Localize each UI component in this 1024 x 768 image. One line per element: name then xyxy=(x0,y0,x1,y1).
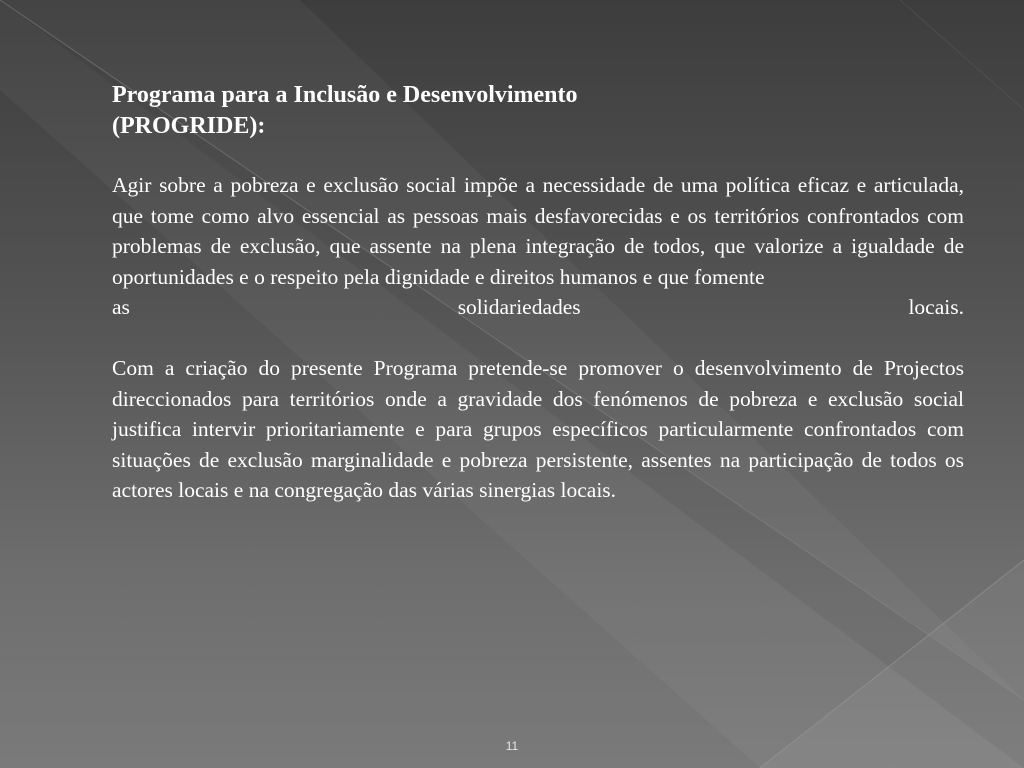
slide-title-line2: (PROGRIDE): xyxy=(112,113,266,139)
paragraph-criacao: Com a criação do presente Programa pretende-se promover o desenvolvimento de Projectos direccionados para territórios onde a gravidade dos fenómenos de pobreza e exclusão social justifica intervir prioritariamente e para grupos específicos particularmente confrontados com situações de exclusão marginalidade e pobreza persistente, assentes na participação de todos os actores locais e na congregação das várias sinergias locais. xyxy=(112,355,964,503)
slide-title xyxy=(112,80,964,142)
paragraph-agir xyxy=(112,170,964,323)
paragraph-agir-text: Agir sobre a pobreza e exclusão social impõe a necessidade de uma política eficaz e articulada, que tome como alvo essencial as pessoas mais desfavorecidas e os territórios confrontados com problemas de exclusão, que assente na plena integração de todos, que valorize a igualdade de oportunidades e o respeito pela dignidade e direitos humanos e que fomente xyxy=(112,173,964,289)
paragraph-agir-word: locais. xyxy=(908,295,964,320)
slide-title-line1: Programa para a Inclusão e Desenvolvimento xyxy=(112,82,578,108)
page-number: 11 xyxy=(505,739,519,753)
slide-content xyxy=(112,80,964,506)
paragraph-agir-word: as xyxy=(112,295,130,320)
paragraph-agir-word: solidariedades xyxy=(457,295,581,320)
paragraph-agir-last-line xyxy=(112,292,964,323)
